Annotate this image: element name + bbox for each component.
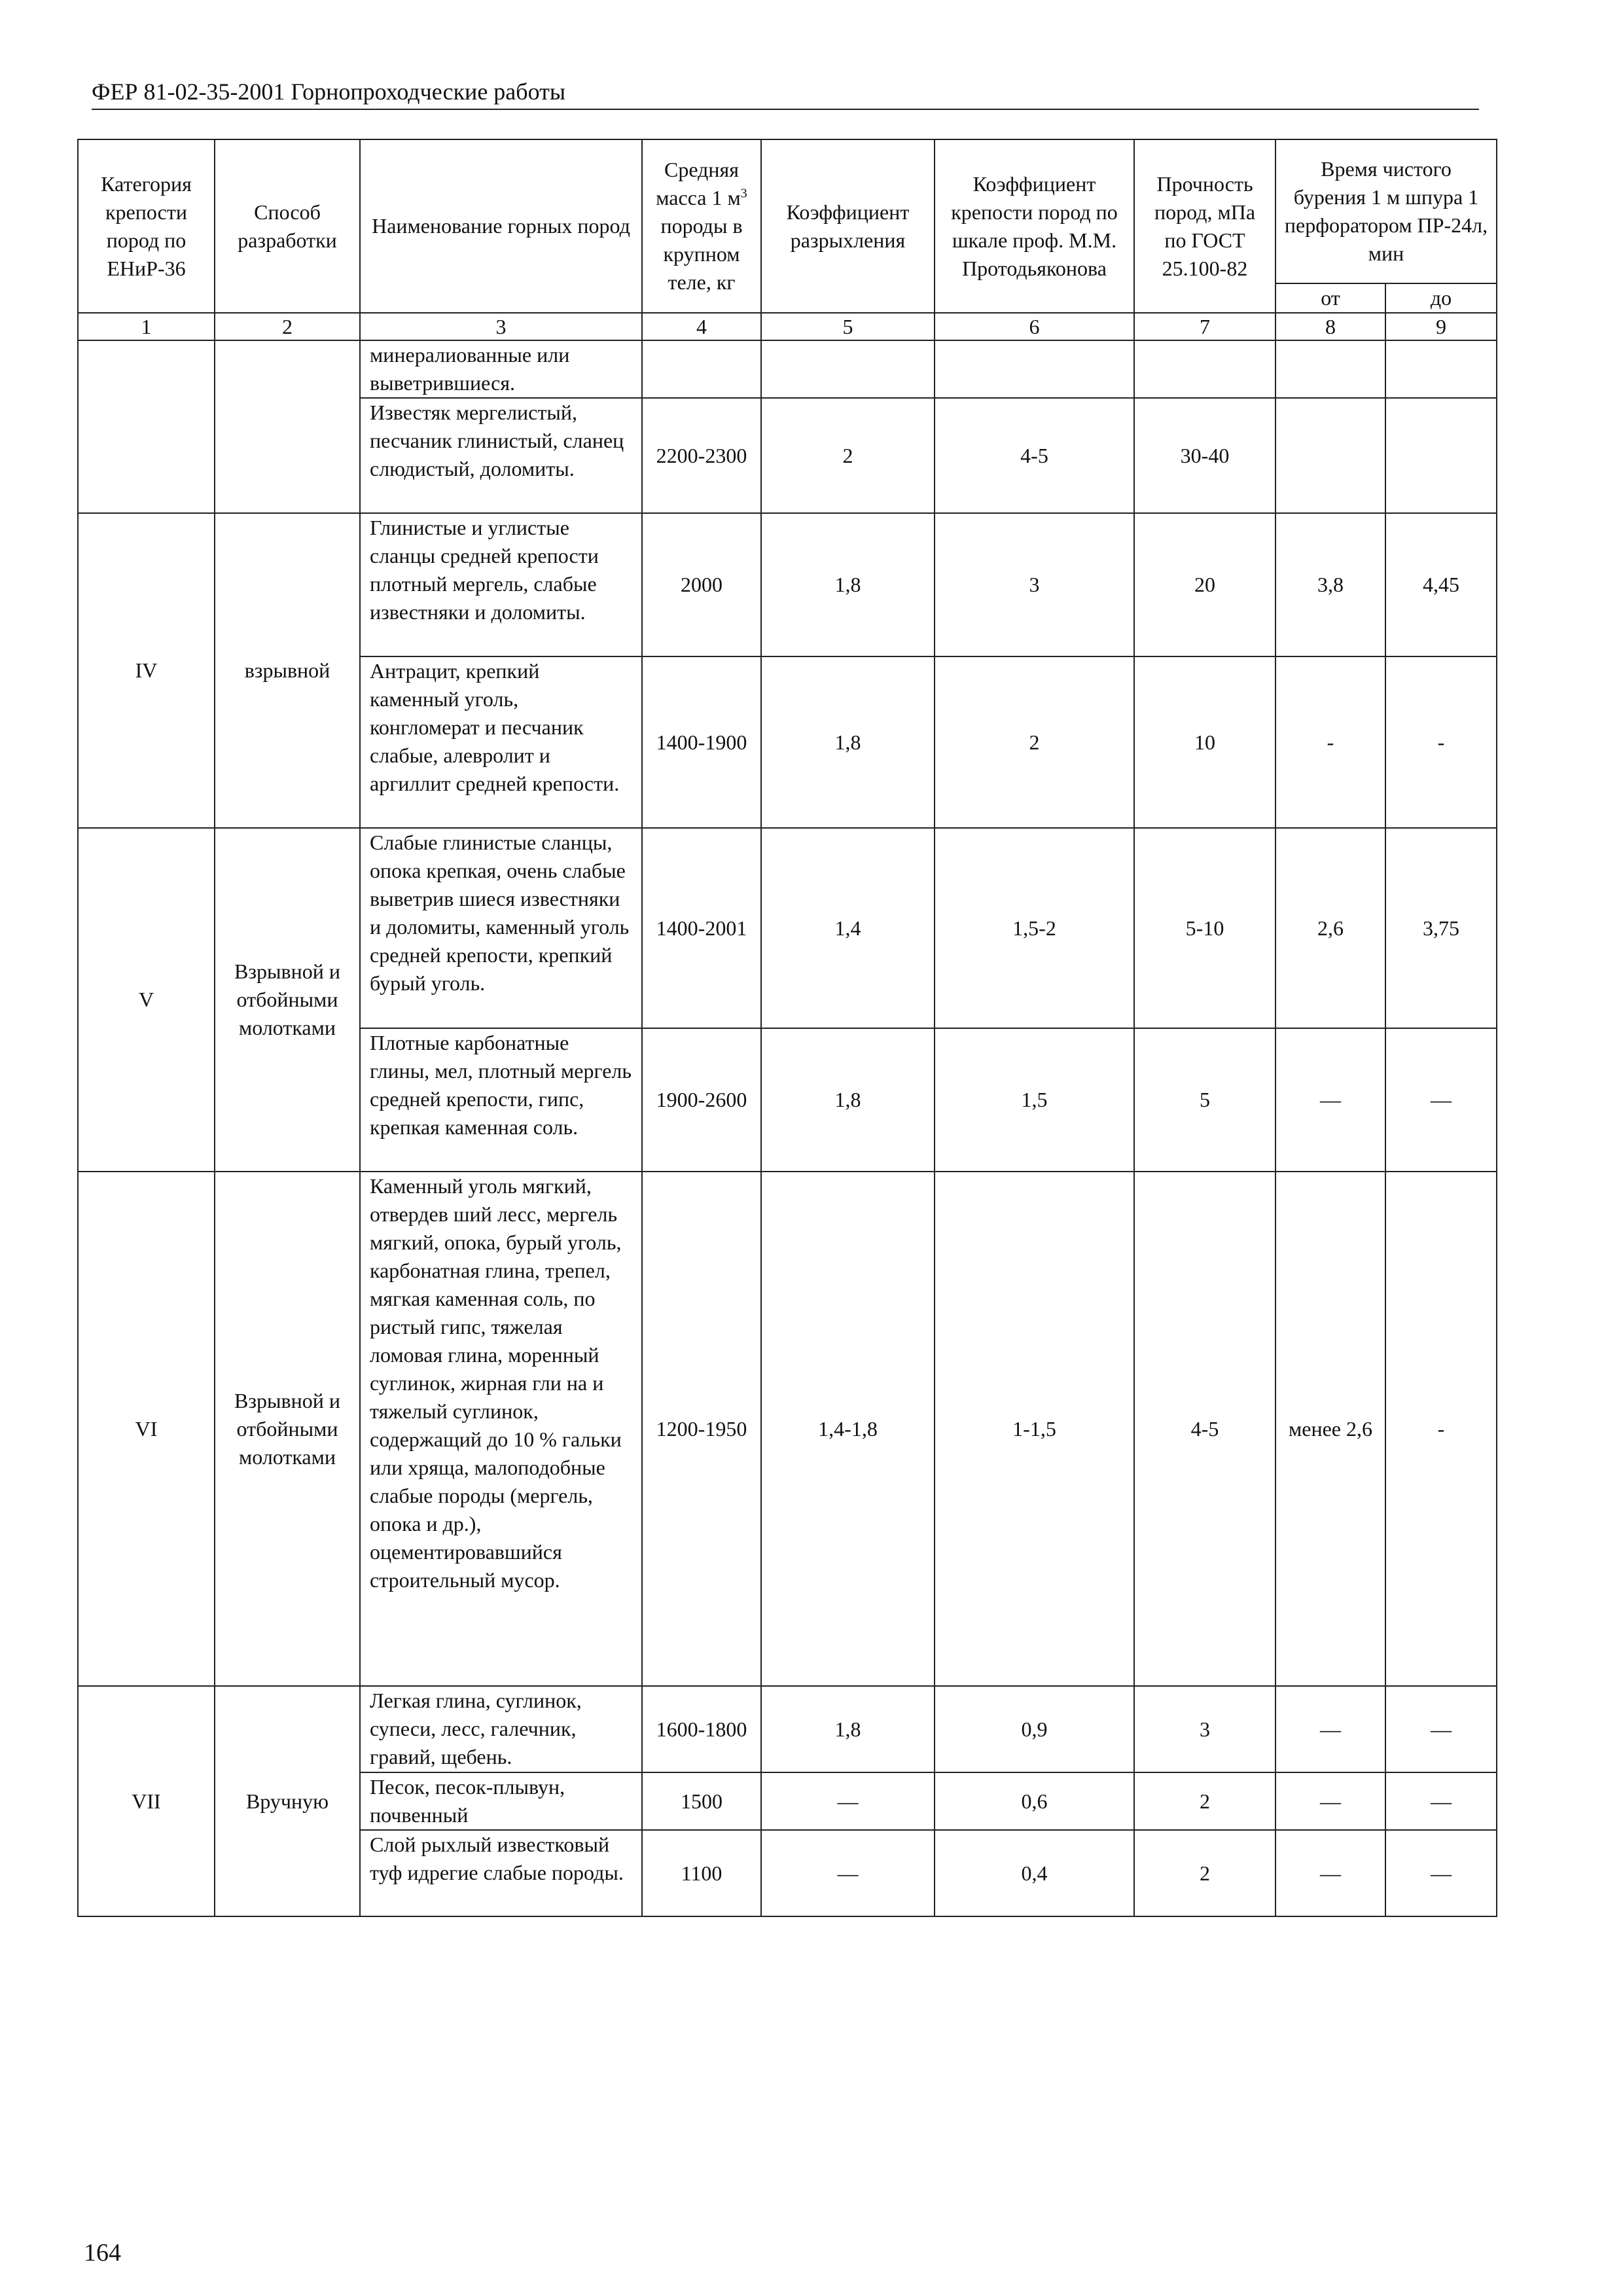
rock-name-cell: Каменный уголь мягкий, отвердев ший лесс, мергель мягкий, опока, бурый уголь, карбонатная глина, трепел, мягкая каменная соль, по ристый гипс, тяжелая ломовая глина, моренный суглинок, жирная гли на и тяжелый суглинок, содержащий до 10 % гальки или хряща, малоподобные слабые породы (мергель, опока и др.), оцементировавшийся строительный мусор. (360, 1172, 642, 1686)
to-cell: 3,75 (1385, 828, 1497, 1028)
col-num: 1 (78, 313, 215, 340)
header-rule (92, 109, 1479, 110)
strength-cell: 30-40 (1134, 398, 1275, 513)
col-num: 9 (1385, 313, 1497, 340)
mass-cell: 1400-1900 (642, 656, 761, 828)
hardness-cell: 0,4 (935, 1830, 1134, 1916)
table-row (78, 1686, 1497, 1772)
to-cell: — (1385, 1686, 1497, 1772)
to-cell (1385, 398, 1497, 513)
col-num: 2 (215, 313, 360, 340)
rock-name-cell: Антрацит, крепкий каменный уголь, конгломерат и песчаник слабые, алевролит и аргиллит средней крепости. (360, 656, 642, 828)
rock-name-cell: Легкая глина, суглинок, супеси, лесс, галечник, гравий, щебень. (360, 1686, 642, 1772)
header-drill-time: Время чистого бурения 1 м шпура 1 перфоратором ПР-24л, мин (1275, 139, 1497, 283)
loosening-cell: 1,4-1,8 (761, 1172, 935, 1686)
method-cell (215, 340, 360, 513)
strength-cell: 3 (1134, 1686, 1275, 1772)
loosening-cell: 1,8 (761, 513, 935, 656)
method-cell: Взрывной и отбойными молотками (215, 828, 360, 1172)
rock-properties-table (77, 139, 1497, 1917)
hardness-cell: 1,5 (935, 1028, 1134, 1172)
method-cell: Вручную (215, 1686, 360, 1916)
from-cell: — (1275, 1830, 1385, 1916)
mass-cell: 2200-2300 (642, 398, 761, 513)
to-cell: - (1385, 1172, 1497, 1686)
header-category: Категория крепости пород по ЕНиР-36 (78, 139, 215, 313)
hardness-cell: 0,6 (935, 1772, 1134, 1830)
mass-cell: 1900-2600 (642, 1028, 761, 1172)
header-to: до (1385, 283, 1497, 313)
col-num: 6 (935, 313, 1134, 340)
category-cell: VI (78, 1172, 215, 1686)
header-method: Способ разработки (215, 139, 360, 313)
empty-cell (1134, 340, 1275, 398)
from-cell: — (1275, 1772, 1385, 1830)
loosening-cell: 1,8 (761, 656, 935, 828)
to-cell: — (1385, 1028, 1497, 1172)
col-num: 5 (761, 313, 935, 340)
table-row (78, 513, 1497, 656)
from-cell: менее 2,6 (1275, 1172, 1385, 1686)
rock-name-cell: Плотные карбонатные глины, мел, плотный мергель средней крепости, гипс, крепкая каменная соль. (360, 1028, 642, 1172)
col-num: 8 (1275, 313, 1385, 340)
category-cell (78, 340, 215, 513)
method-cell: взрывной (215, 513, 360, 828)
header-hardness-coef: Коэффициент крепости пород по шкале проф. М.М. Протодьяконова (935, 139, 1134, 313)
strength-cell: 2 (1134, 1772, 1275, 1830)
mass-cell: 1600-1800 (642, 1686, 761, 1772)
from-cell: - (1275, 656, 1385, 828)
header-mass-post: породы в крупном теле, кг (660, 214, 743, 294)
header-mass-pre: Средняя масса 1 м (656, 158, 741, 209)
hardness-cell: 2 (935, 656, 1134, 828)
table-row (78, 828, 1497, 1028)
mass-cell: 1100 (642, 1830, 761, 1916)
rock-name-cell: Песок, песок-плывун, почвенный (360, 1772, 642, 1830)
strength-cell: 2 (1134, 1830, 1275, 1916)
header-mass-sup: 3 (740, 186, 747, 201)
rock-name-cell: Слой рыхлый известковый туф идрегие слабые породы. (360, 1830, 642, 1916)
rock-name-cell: минералиованные или выветрившиеся. (360, 340, 642, 398)
from-cell: 3,8 (1275, 513, 1385, 656)
header-mass (642, 139, 761, 313)
col-num: 4 (642, 313, 761, 340)
category-cell: V (78, 828, 215, 1172)
loosening-cell: — (761, 1830, 935, 1916)
loosening-cell: 1,8 (761, 1686, 935, 1772)
category-cell: IV (78, 513, 215, 828)
hardness-cell: 1-1,5 (935, 1172, 1134, 1686)
loosening-cell: — (761, 1772, 935, 1830)
to-cell: 4,45 (1385, 513, 1497, 656)
rock-name-cell: Глинистые и углистые сланцы средней крепости плотный мергель, слабые известняки и доломиты. (360, 513, 642, 656)
empty-cell (642, 340, 761, 398)
header-from: от (1275, 283, 1385, 313)
to-cell: - (1385, 656, 1497, 828)
mass-cell: 2000 (642, 513, 761, 656)
page-number: 164 (84, 2239, 121, 2267)
document-header: ФЕР 81-02-35-2001 Горнопроходческие работы (92, 79, 566, 105)
rock-name-cell: Известяк мергелистый, песчаник глинистый, сланец слюдистый, доломиты. (360, 398, 642, 513)
loosening-cell: 2 (761, 398, 935, 513)
category-cell: VII (78, 1686, 215, 1916)
strength-cell: 5 (1134, 1028, 1275, 1172)
col-num: 7 (1134, 313, 1275, 340)
loosening-cell: 1,8 (761, 1028, 935, 1172)
mass-cell: 1500 (642, 1772, 761, 1830)
loosening-cell: 1,4 (761, 828, 935, 1028)
hardness-cell: 4-5 (935, 398, 1134, 513)
table-row (78, 340, 1497, 398)
strength-cell: 4-5 (1134, 1172, 1275, 1686)
header-loosening: Коэффициент разрыхления (761, 139, 935, 313)
to-cell: — (1385, 1830, 1497, 1916)
empty-cell (761, 340, 935, 398)
strength-cell: 5-10 (1134, 828, 1275, 1028)
from-cell: — (1275, 1686, 1385, 1772)
method-cell: Взрывной и отбойными молотками (215, 1172, 360, 1686)
hardness-cell: 1,5-2 (935, 828, 1134, 1028)
col-num: 3 (360, 313, 642, 340)
strength-cell: 10 (1134, 656, 1275, 828)
from-cell: — (1275, 1028, 1385, 1172)
from-cell: 2,6 (1275, 828, 1385, 1028)
strength-cell: 20 (1134, 513, 1275, 656)
from-cell (1275, 398, 1385, 513)
empty-cell (1275, 340, 1385, 398)
empty-cell (935, 340, 1134, 398)
empty-cell (1385, 340, 1497, 398)
to-cell: — (1385, 1772, 1497, 1830)
mass-cell: 1200-1950 (642, 1172, 761, 1686)
mass-cell: 1400-2001 (642, 828, 761, 1028)
hardness-cell: 0,9 (935, 1686, 1134, 1772)
header-strength: Прочность пород, мПа по ГОСТ 25.100-82 (1134, 139, 1275, 313)
rock-name-cell: Слабые глинистые сланцы, опока крепкая, очень слабые выветрив шиеся известняки и доломиты, каменный уголь средней крепости, крепкий бурый уголь. (360, 828, 642, 1028)
header-rock-name: Наименование горных пород (360, 139, 642, 313)
table-row (78, 1172, 1497, 1686)
hardness-cell: 3 (935, 513, 1134, 656)
